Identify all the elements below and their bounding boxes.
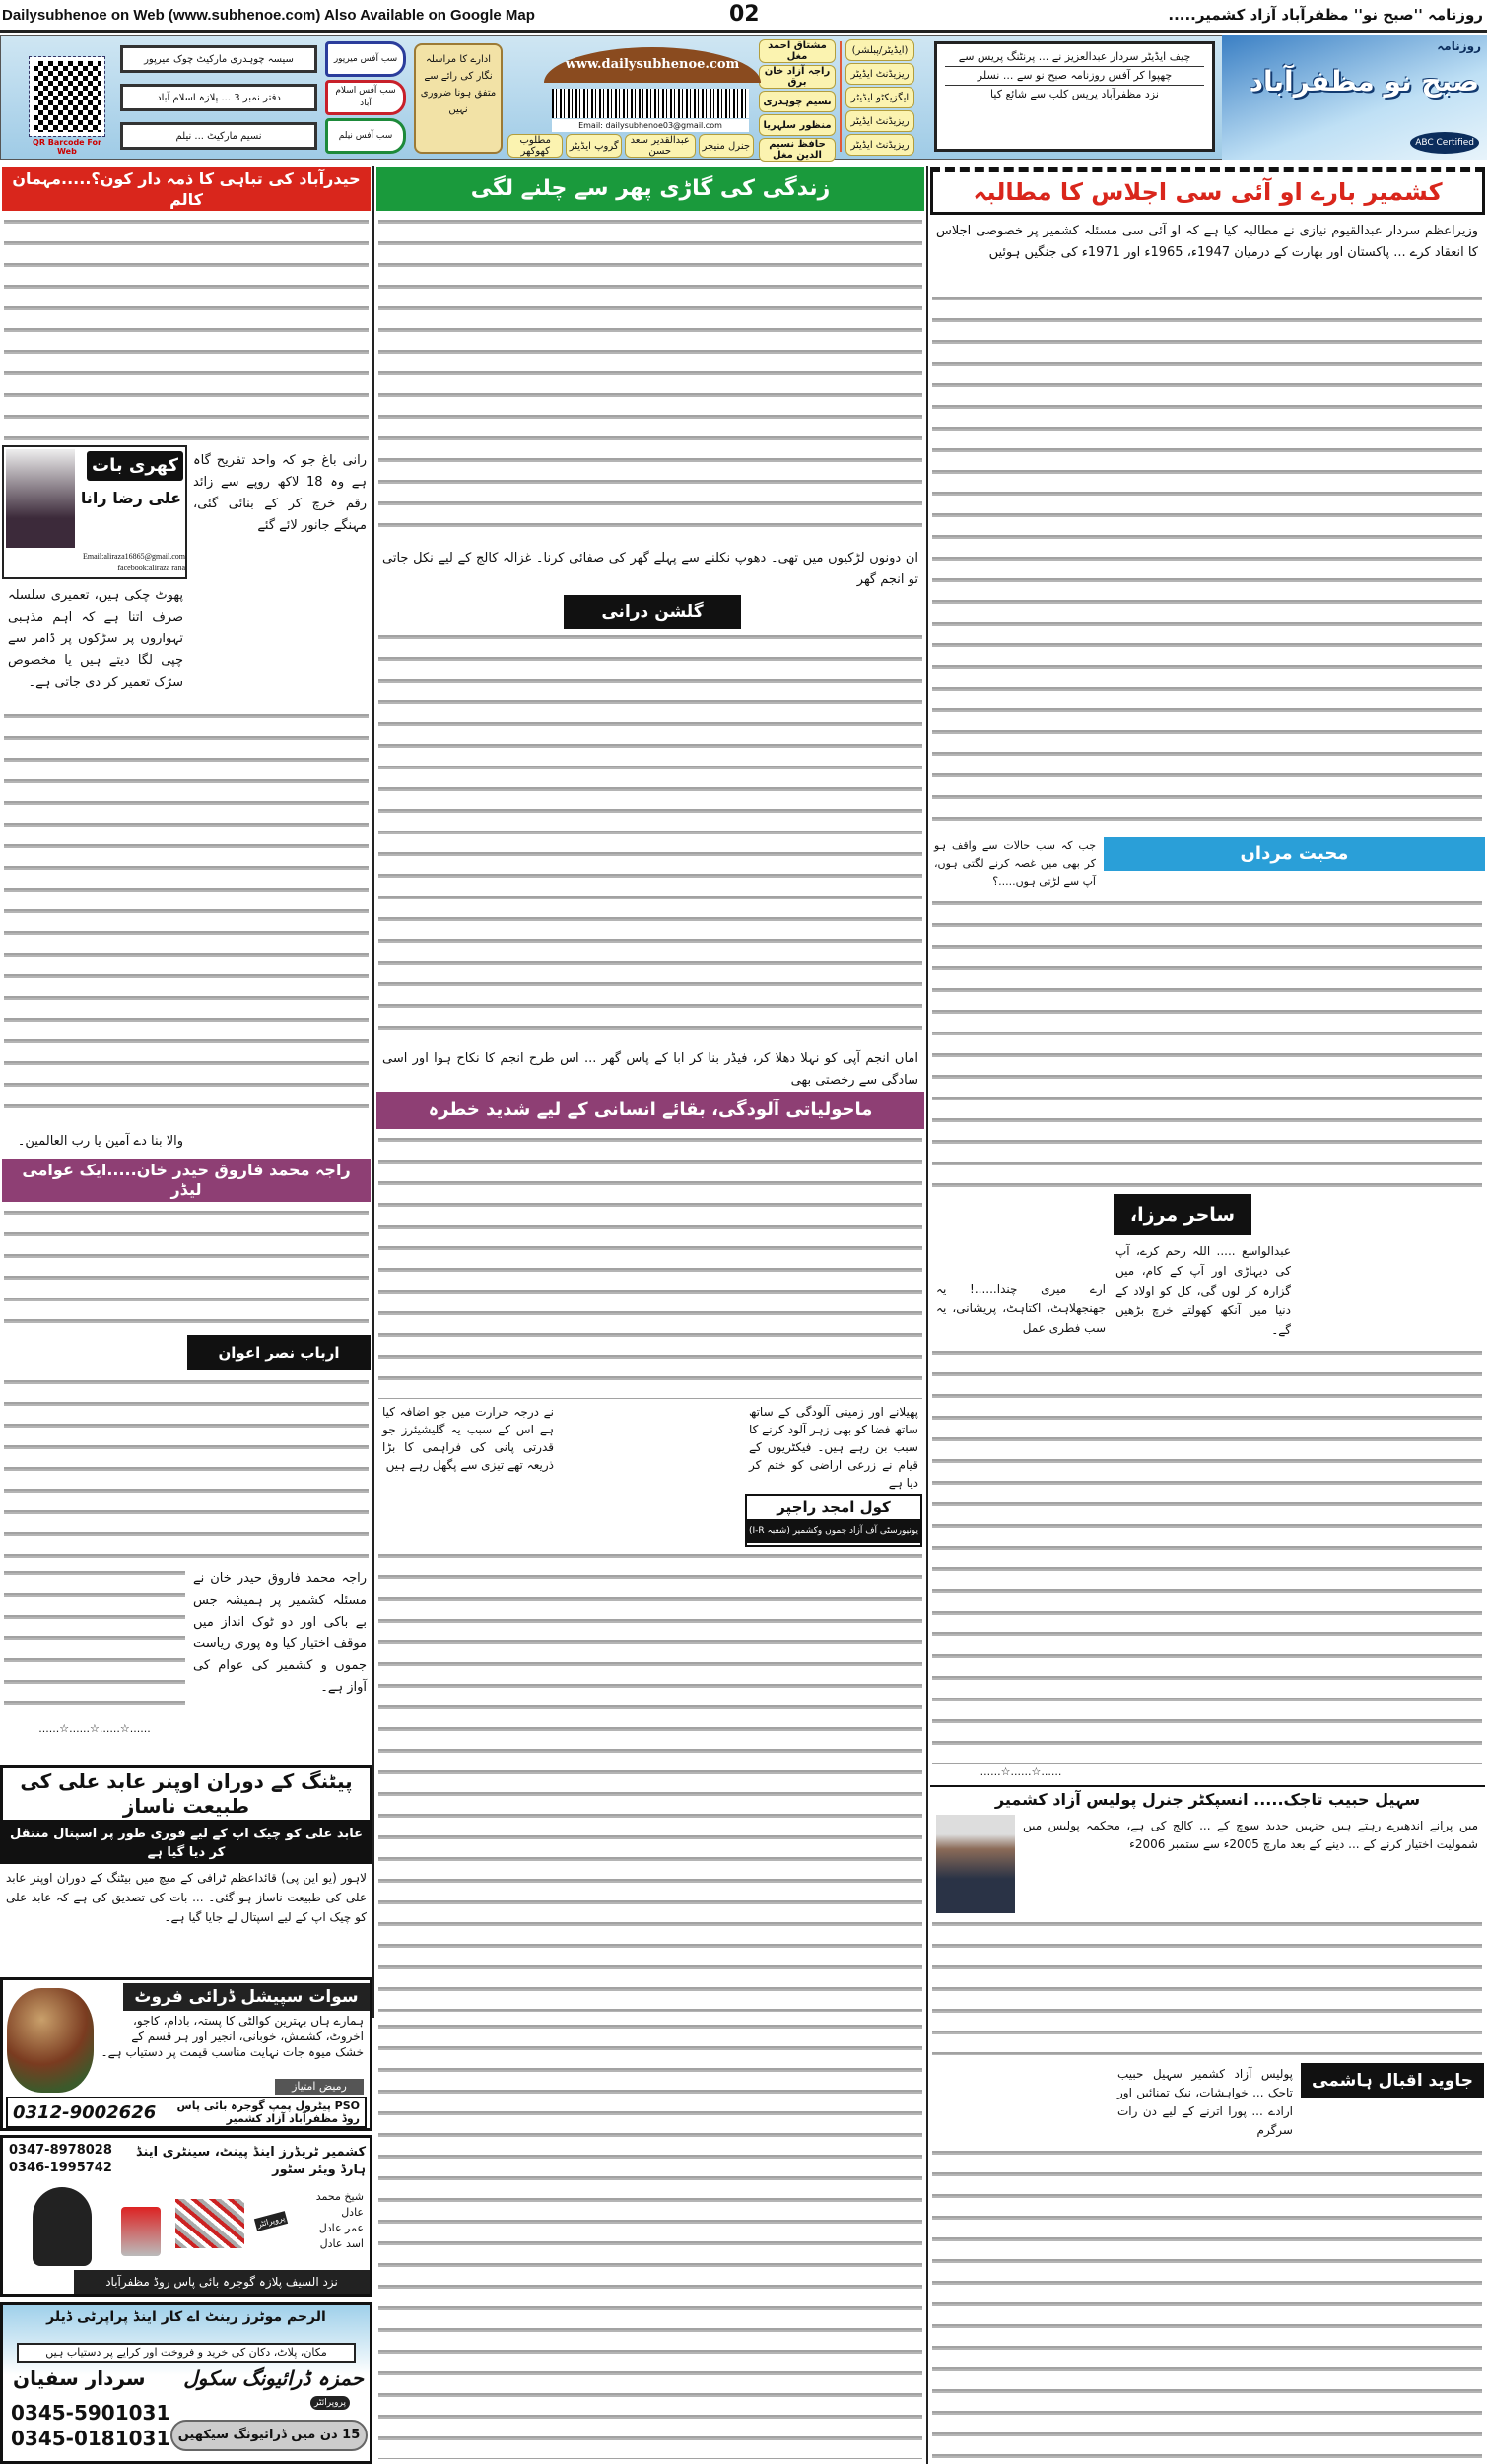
right-headline: کشمیر بارے او آئی سی اجلاس کا مطالبہ [930, 167, 1485, 215]
role-label: (ایڈیٹر/پبلشر) [845, 39, 914, 61]
article-excerpt: ارے میری چندا......! یہ جھنجھلاہٹ، اکتاہٹ، پریشانی، یہ سب فطری عمل [932, 1277, 1110, 1340]
article-text [4, 1566, 185, 1714]
proprietor-tag: پروپرائٹر [253, 2211, 288, 2231]
driving-offer: 15 دن میں ڈرائیونگ سیکھیں [170, 2420, 368, 2451]
ad-title: سوات سپیشل ڈرائی فروٹ [123, 1983, 370, 2011]
staff-name: مطلوب کھوکھر [507, 134, 563, 158]
article-text [4, 709, 369, 1123]
article-text [378, 215, 922, 544]
ad-phone[interactable]: 0345-5901031 [11, 2401, 170, 2425]
article-text [378, 1549, 922, 2012]
article-excerpt: رانی باغ جو کہ واحد تفریح گاہ ہے وہ 18 لاکھ روپے سے زائد رقم خرچ کر کے بنائی گئی، مہنگے جانور لائے گئے [189, 448, 371, 581]
abc-certified-badge: ABC Certified [1410, 132, 1479, 154]
article-text [378, 1133, 922, 1399]
driving-school-name: حمزہ ڈرائیونگ سکول [183, 2366, 364, 2390]
role-label: ریزیڈنٹ ایڈیٹر [845, 134, 914, 156]
author-byline: ساحر مرزا، [1114, 1194, 1251, 1235]
author-box [745, 1494, 922, 1547]
ad-phone[interactable]: 0312-9002626 [13, 2101, 157, 2123]
columnist-facebook: facebook:aliraza rana [117, 564, 185, 572]
staff-name: نسیم چوہدری [759, 91, 836, 112]
columnist-photo [6, 449, 75, 548]
owner-name: شیخ محمد عادل [315, 2190, 364, 2219]
staff-name: عبدالقدیر سعد حسن [625, 134, 696, 158]
article-text [932, 897, 1482, 1192]
article-excerpt: جب کہ سب حالات سے واقف ہو کر بھی میں غصہ کرنے لگتی ہوں، آپ سے لڑتی ہوں.....؟ [930, 835, 1100, 893]
role-label: ریزیڈنٹ ایڈیٹر [845, 63, 914, 85]
article-text [4, 1206, 369, 1330]
office-address: دفتر نمبر 3 ... پلازہ اسلام آباد [120, 84, 317, 111]
column-logo: کھری بات [87, 451, 183, 481]
article-text [4, 215, 369, 443]
staff-name: راجہ آزاد خان برق [759, 65, 836, 89]
proprietor-tag: پروپرائٹر [310, 2396, 350, 2410]
toilet-image [33, 2187, 92, 2266]
news-body: لاہور (یو این پی) قائداعظم ٹرافی کے میچ میں بیٹنگ کے دوران اوپنر عابد علی کی طبیعت ناساز ہو گئی۔ ... بات کی تصدیق کی ہے کہ عابد علی کو چیک اپ کے لیے اسپتال لے جایا گیا ہے۔ [2, 1866, 371, 1974]
staff-name: مشتاق احمد مغل [759, 39, 836, 63]
ad-address: نزد السیف پلازہ گوجرہ بائی پاس روڈ مظفرآباد [74, 2270, 370, 2294]
office-address: نسیم مارکیٹ ... نیلم [120, 122, 317, 150]
news-subheadline: عابد علی کو چیک اپ کے لیے فوری طور پر اسپتال منتقل کر دیا گیا ہے [0, 1823, 372, 1864]
ad-phone[interactable]: 0345-0181031 [11, 2427, 170, 2450]
website-banner[interactable]: www.dailysubhenoe.com [544, 47, 761, 83]
owner-name: عمر عادل [318, 2222, 364, 2234]
barcode [552, 89, 749, 118]
ad-contact-bar [6, 2097, 367, 2128]
author-byline: ارباب نصر اعوان [187, 1335, 371, 1370]
office-tag-mirpur: سب آفس میرپور [325, 41, 406, 77]
middle-headline-2: ماحولیاتی آلودگی، بقائے انسانی کے لیے شدید خطرہ [376, 1092, 924, 1129]
names-column [759, 39, 836, 162]
ad-body: ہمارے ہاں بہترین کوالٹی کا پستہ، بادام، کاجو، اخروٹ، کشمش، خوبانی، انجیر اور ہر قسم کے خشک میوہ جات نہایت مناسب قیمت پر دستیاب ہے۔ [101, 2014, 364, 2059]
office-address: سیسہ چوہدری مارکیٹ چوک میرپور [120, 45, 317, 73]
ad-title: کشمیر ٹریڈرز اینڈ پینٹ، سینٹری اینڈ ہارڈ ویئر سٹور [135, 2145, 366, 2177]
article-text [4, 1375, 369, 1563]
left-headline-2: راجہ محمد فاروق حیدر خان.....ایک عوامی لیڈر [2, 1159, 371, 1202]
right-headline-2: سہیل حبیب تاجک..... انسپکٹر جنرل پولیس آزاد کشمیر [930, 1785, 1485, 1813]
staff-name: حافظ نسیم الدین مغل [759, 138, 836, 162]
author-affiliation: یونیورسٹی آف آزاد جموں وکشمیر (شعبہ I-R) [747, 1519, 920, 1543]
ad-owners [291, 2189, 364, 2252]
ad-address: PSO پیٹرول پمپ گوجرہ بائی پاس روڈ مظفرآباد آزاد کشمیر [176, 2099, 360, 2125]
news-headline: پیٹنگ کے دوران اوپنر عابد علی کی طبیعت ناساز [0, 1765, 372, 1823]
owner-name: اسد عادل [319, 2237, 364, 2250]
office-tag-islamabad [325, 80, 406, 115]
article-excerpt: پھیلانے اور زمینی آلودگی کے ساتھ ساتھ فضا کو بھی زہر آلود کرنے کا سبب بن رہے ہیں۔ فیکٹریوں کے قیام نے زرعی اراضی کو ختم کر دیا ہے [745, 1401, 922, 1492]
column-divider [372, 166, 374, 2018]
separator-stars: ......☆......☆......☆...... [38, 1722, 151, 1735]
paint-can-image [121, 2207, 161, 2256]
article-text [378, 631, 922, 1044]
ad-dry-fruit[interactable] [0, 1977, 372, 2131]
imprint-line: چیف ایڈیٹر سردار عبدالعزیز نے ... پرنٹنگ پریس سے [958, 50, 1191, 63]
article-text [932, 292, 1482, 828]
ad-hardware[interactable] [0, 2135, 372, 2297]
office-tag-neelum: سب آفس نیلم [325, 118, 406, 154]
imprint-box [934, 41, 1215, 152]
article-closing: والا بنا دے آمین یا رب العالمین۔ [4, 1129, 187, 1155]
article-text [932, 2146, 1482, 2459]
proprietor-name: سردار سفیان [13, 2366, 146, 2390]
imprint-line: نزد مظفرآباد پریس کلب سے شائع کیا [945, 85, 1204, 103]
role-label: ریزیڈنٹ ایڈیٹر [845, 110, 914, 132]
left-headline: حیدرآباد کی تباہی کا ذمہ دار کون؟.....مہمان کالم [2, 167, 371, 211]
divider [840, 41, 842, 152]
website-note: Dailysubhenoe on Web (www.subhenoe.com) Also Available on Google Map [2, 7, 535, 24]
author-byline: گلشن درانی [564, 595, 741, 629]
top-rule [0, 30, 1487, 33]
masthead-email: Email: dailysubhenoe03@gmail.com [552, 119, 749, 132]
staff-name: منظور سلہریا [759, 114, 836, 136]
top-strip [0, 0, 1487, 30]
ad-subtitle: مکان، پلاٹ، دکان کی خرید و فروخت اور کرایے پر دستیاب ہیں [17, 2343, 356, 2363]
ad-owner: رمیض امتیاز [275, 2079, 364, 2095]
article-excerpt: پولیس آزاد کشمیر سہیل حبیب تاجک ... خواہشات، نیک تمنائیں اور ارادے ... پورا اترنے کے لیے دن رات سرگرم [1114, 2063, 1297, 2142]
paper-name-strip: روزنامہ ''صبح نو'' مظفرآباد آزاد کشمیر..... [1168, 6, 1483, 24]
page-number: 02 [729, 2, 760, 27]
article-excerpt: اماں انجم آپی کو نہلا دھلا کر، فیڈر بنا کر ابا کے پاس گھر ... اس طرح انجم کا نکاح ہوا اور اسی سادگی سے رخصتی بھی [378, 1046, 922, 1090]
ad-phone[interactable]: 0347-8978028 [9, 2143, 112, 2158]
imprint-line: چھپوا کر آفس روزنامہ صبح نو سے ... نسلر [945, 66, 1204, 85]
author-byline: جاوید اقبال ہاشمی [1301, 2063, 1484, 2098]
ad-phone[interactable]: 0346-1995742 [9, 2161, 112, 2175]
article-excerpt: میں پرانے اندھیرے رہتے ہیں جنہیں جدید سوچ کے ... کالج کی ہے، محکمہ پولیس میں شمولیت اختیار کرنے کے ... دینے کے بعد مارچ 2005ء سے ستمبر 2006ء [1019, 1815, 1482, 1878]
article-text [932, 1346, 1482, 1764]
section-header: محبت مرداں [1104, 837, 1485, 871]
columnist-email: Email:aliraza16865@gmail.com [83, 552, 185, 561]
disclaimer-scroll: ادارے کا مراسلہ نگار کی رائے سے متفق ہونا ضروری نہیں [414, 43, 503, 154]
author-name: کول امجد راجپر [777, 1498, 891, 1516]
ad-phones [9, 2142, 112, 2177]
article-excerpt: راجہ محمد فاروق حیدر خان نے مسئلہ کشمیر پر ہمیشہ جس بے باکی اور دو ٹوک انداز میں موقف اختیار کیا وہ پوری ریاست جموں و کشمیر کی عوام کی آواز ہے۔ [189, 1566, 371, 1760]
separator-stars: ......☆......☆...... [980, 1765, 1062, 1778]
ad-title: الرحم موٹرز رینٹ اے کار اینڈ پراپرٹی ڈیلر [46, 2309, 326, 2325]
article-excerpt: ان دونوں لڑکیوں میں تھی۔ دھوپ نکلنے سے پہلے گھر کی صفائی کرنا۔ غزالہ کالج کے لیے نکل جاتی تو انجم گھر [378, 546, 922, 593]
ad-phones [11, 2400, 169, 2451]
article-excerpt: عبدالواسع ..... اللہ رحم کرے، آپ کی دیہاڑی اور آپ کے کام، میں گزارہ کر لوں گی، کل کو اولاد کے دنیا میں آنکھ کھولتے خرچ بڑھیں گے۔ [1112, 1239, 1295, 1342]
article-excerpt: وزیراعظم سردار عبدالقیوم نیازی نے مطالبہ کیا ہے کہ او آئی سی مسئلہ کشمیر پر خصوصی اجلاس کا انعقاد کرے ... پاکستان اور بھارت کے درمیان 1947ء، 1965ء اور 1971ء کی جنگیں ہوئیں [932, 219, 1482, 288]
staff-role: گروپ ایڈیٹر [566, 134, 621, 158]
ad-property-driving[interactable] [0, 2302, 372, 2464]
bottom-staff-row [507, 134, 754, 158]
newspaper-logo [1222, 35, 1487, 160]
column-divider [926, 166, 928, 2464]
article-excerpt: پھوٹ چکی ہیں، تعمیری سلسلہ صرف اتنا ہے کہ اہم مذہبی تہواروں پر سڑکوں پر ڈامر سے چپی لگا دیتے ہیں یا مخصوص سڑک تعمیر کر دی جاتی ہے۔ [4, 583, 187, 692]
logo-name: صبح نو مظفرآباد [1249, 65, 1479, 98]
middle-headline: زندگی کی گاڑی پھر سے چلنے لگی [376, 167, 924, 211]
article-excerpt: نے درجہ حرارت میں جو اضافہ کیا ہے اس کے سبب یہ گلیشیئرز جو قدرتی پانی کی فراہمی کا بڑا ذریعہ تھے تیزی سے پگھل رہے ہیں [378, 1401, 558, 1492]
tools-image [175, 2199, 244, 2248]
article-text [932, 1917, 1482, 2055]
staff-role: جنرل منیجر [699, 134, 754, 158]
dry-fruit-image [7, 1988, 94, 2093]
qr-code[interactable] [30, 57, 104, 136]
officer-photo [936, 1815, 1015, 1913]
columnist-name: علی رضا رانا [80, 489, 182, 507]
logo-kicker: روزنامہ [1437, 39, 1481, 53]
columnist-box [2, 445, 187, 579]
roles-column [845, 39, 914, 156]
role-label: ایگزیکٹو ایڈیٹر [845, 87, 914, 108]
article-text [378, 2020, 922, 2459]
office-label: سب آفس اسلام آباد [335, 86, 396, 108]
qr-label: QR Barcode For Web [33, 138, 101, 156]
